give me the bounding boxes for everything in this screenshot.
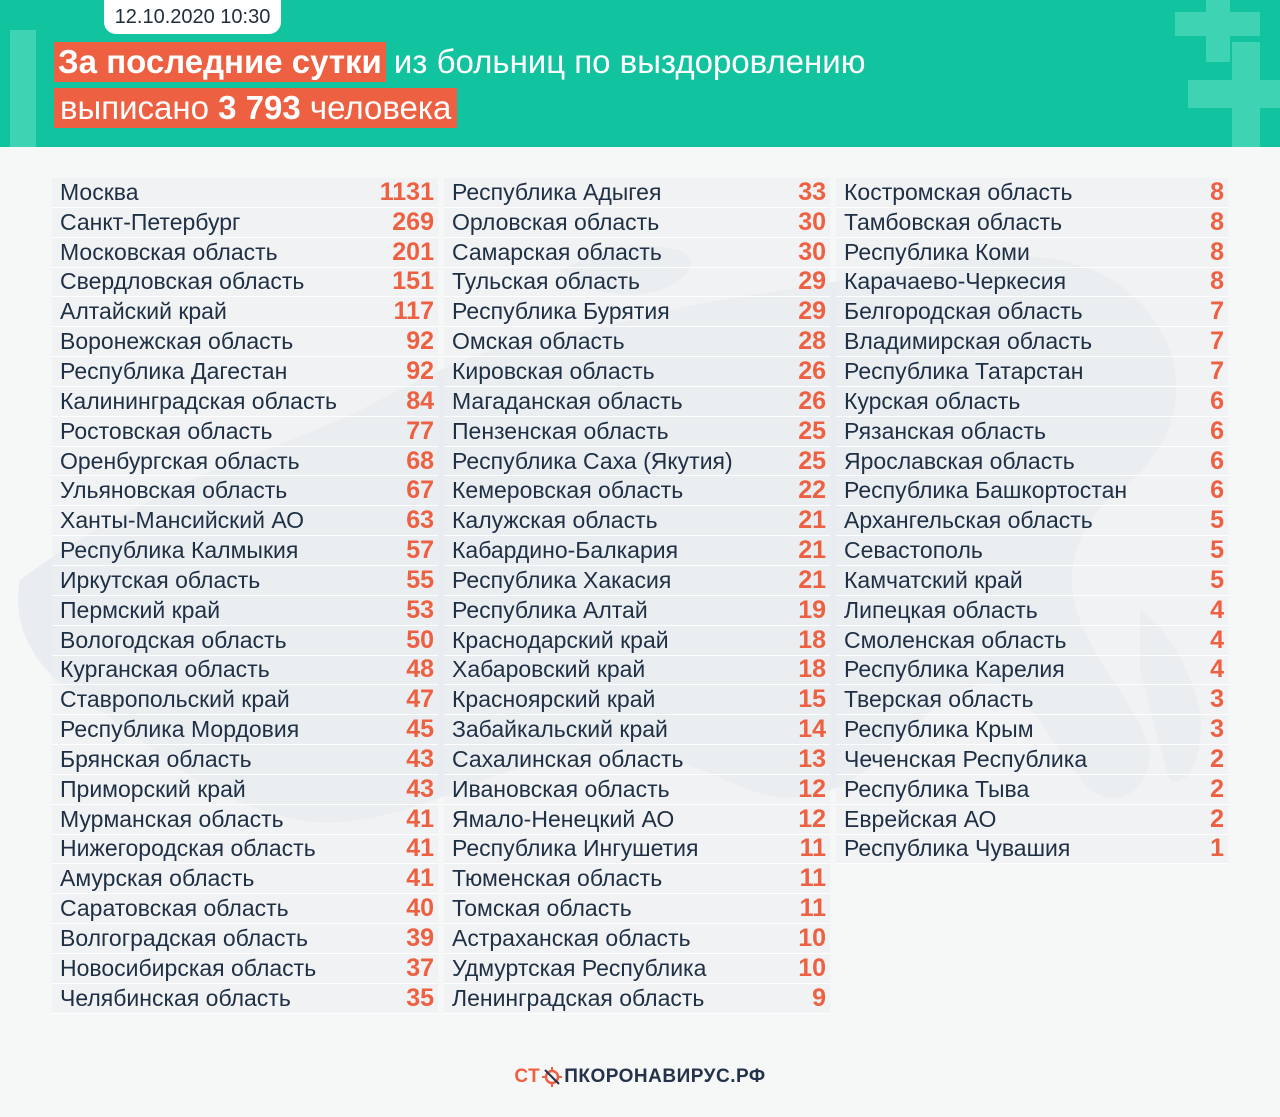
recovered-count: 3 [1210,685,1224,714]
recovered-count: 7 [1210,327,1224,356]
region-name: Алтайский край [60,298,227,325]
region-row [836,566,1228,596]
logo-part-1: СТ [514,1066,541,1087]
region-row [444,208,830,238]
region-row [52,297,438,327]
region-name: Республика Ингушетия [452,835,699,862]
region-name: Республика Хакасия [452,566,672,593]
region-name: Краснодарский край [452,626,669,653]
region-name: Санкт-Петербург [60,208,241,235]
recovered-count: 6 [1210,476,1224,505]
region-row [836,775,1228,805]
region-row [444,238,830,268]
region-name: Томская область [452,895,632,922]
region-name: Камчатский край [844,566,1023,593]
region-name: Республика Коми [844,238,1030,265]
region-row [52,924,438,954]
region-row [444,775,830,805]
region-row [444,447,830,477]
region-row [52,596,438,626]
region-name: Вологодская область [60,626,287,653]
logo-part-2: ПКОРОНАВИРУС.РФ [564,1066,766,1087]
region-name: Севастополь [844,537,983,564]
region-name: Ярославская область [844,447,1075,474]
region-name: Омская область [452,328,625,355]
region-row [52,506,438,536]
recovered-count: 10 [798,924,826,953]
region-row [836,656,1228,686]
region-row [836,357,1228,387]
region-name: Кировская область [452,357,655,384]
headline-suffix: человека [309,89,452,126]
region-name: Свердловская область [60,268,305,295]
region-name: Оренбургская область [60,447,300,474]
recovered-count: 67 [406,476,434,505]
region-row [52,894,438,924]
region-row [52,178,438,208]
headline-highlight: За последние сутки [54,42,386,82]
region-name: Амурская область [60,865,255,892]
region-name: Астраханская область [452,925,691,952]
region-row [444,626,830,656]
region-row [52,327,438,357]
region-row [836,835,1228,865]
region-row [444,805,830,835]
region-row [836,417,1228,447]
recovered-count: 15 [798,685,826,714]
headline-line-1 [54,40,865,84]
recovered-count: 45 [406,715,434,744]
region-name: Сахалинская область [452,745,684,772]
recovered-count: 12 [798,804,826,833]
region-row [444,835,830,865]
recovered-count: 30 [798,237,826,266]
region-row [444,506,830,536]
plus-decoration-right2-v [1232,42,1260,147]
region-row [52,357,438,387]
region-name: Кемеровская область [452,477,684,504]
region-name: Ульяновская область [60,477,288,504]
region-row [836,536,1228,566]
region-row [52,447,438,477]
region-row [444,357,830,387]
region-row [444,297,830,327]
region-row [444,984,830,1014]
recovered-count: 4 [1210,595,1224,624]
recovered-count: 43 [406,774,434,803]
region-row [52,536,438,566]
recovered-count: 5 [1210,506,1224,535]
recovered-count: 117 [393,297,434,326]
virus-icon [541,1066,563,1088]
region-name: Ивановская область [452,775,670,802]
region-row [836,626,1228,656]
region-row [52,238,438,268]
region-name: Самарская область [452,238,662,265]
recovered-count: 5 [1210,536,1224,565]
recovered-count: 68 [406,446,434,475]
recovered-count: 8 [1210,177,1224,206]
recovered-count: 9 [812,983,826,1012]
region-row [52,387,438,417]
region-row [52,864,438,894]
region-name: Республика Крым [844,716,1034,743]
recovered-count: 6 [1210,446,1224,475]
region-name: Белгородская область [844,298,1083,325]
recovered-count: 84 [406,386,434,415]
region-name: Республика Мордовия [60,716,300,743]
region-name: Саратовская область [60,895,289,922]
recovered-count: 151 [392,267,434,296]
region-name: Калининградская область [60,387,337,414]
region-name: Хабаровский край [452,656,646,683]
region-name: Ханты-Мансийский АО [60,507,305,534]
recovered-count: 6 [1210,386,1224,415]
region-row [444,327,830,357]
recovered-count: 6 [1210,416,1224,445]
region-name: Мурманская область [60,805,284,832]
recovered-count: 7 [1210,297,1224,326]
region-name: Кабардино-Балкария [452,537,679,564]
region-name: Карачаево-Черкесия [844,268,1067,295]
recovered-count: 13 [798,744,826,773]
recovered-count: 41 [406,804,434,833]
region-row [52,775,438,805]
region-row [836,685,1228,715]
region-row [444,715,830,745]
region-name: Новосибирская область [60,954,317,981]
recovered-count: 57 [406,536,434,565]
recovered-count: 63 [406,506,434,535]
region-name: Владимирская область [844,328,1093,355]
region-name: Республика Карелия [844,656,1065,683]
recovered-count: 5 [1210,565,1224,594]
recovered-count: 3 [1210,715,1224,744]
region-name: Республика Саха (Якутия) [452,447,733,474]
headline-line-2 [54,86,865,130]
region-name: Удмуртская Республика [452,954,707,981]
region-name: Республика Бурятия [452,298,670,325]
region-row [444,924,830,954]
region-row [444,596,830,626]
region-name: Ямало-Ненецкий АО [452,805,675,832]
region-name: Ленинградская область [452,984,705,1011]
region-row [52,656,438,686]
region-name: Еврейская АО [844,805,997,832]
region-name: Брянская область [60,745,252,772]
region-name: Архангельская область [844,507,1093,534]
region-name: Нижегородская область [60,835,316,862]
headline-rest: из больниц по выздоровлению [393,43,866,80]
recovered-count: 1 [1210,834,1224,863]
region-name: Смоленская область [844,626,1067,653]
region-name: Волгоградская область [60,925,308,952]
recovered-count: 33 [798,177,826,206]
region-row [836,805,1228,835]
recovered-count: 2 [1210,804,1224,833]
recovered-count: 2 [1210,774,1224,803]
regions-column-2 [444,178,830,1014]
region-name: Костромская область [844,178,1073,205]
region-row [52,745,438,775]
region-name: Красноярский край [452,686,656,713]
region-row [52,805,438,835]
region-row [444,954,830,984]
recovered-count: 11 [799,834,826,863]
recovered-count: 19 [798,595,826,624]
region-row [444,417,830,447]
region-row [444,894,830,924]
region-row [836,327,1228,357]
total-recovered-count: 3 793 [218,89,301,126]
footer-logo [0,1066,1280,1088]
region-name: Тверская область [844,686,1034,713]
region-row [52,984,438,1014]
region-row [52,476,438,506]
recovered-count: 26 [798,386,826,415]
recovered-count: 1131 [379,177,434,206]
region-row [444,476,830,506]
recovered-count: 77 [406,416,434,445]
recovered-count: 92 [406,356,434,385]
recovered-count: 48 [406,655,434,684]
region-name: Рязанская область [844,417,1046,444]
region-name: Липецкая область [844,596,1038,623]
region-name: Республика Чувашия [844,835,1071,862]
region-name: Магаданская область [452,387,683,414]
region-name: Московская область [60,238,278,265]
region-name: Тамбовская область [844,208,1063,235]
header-banner [0,0,1280,147]
region-name: Республика Алтай [452,596,648,623]
recovered-count: 4 [1210,625,1224,654]
recovered-count: 21 [798,536,826,565]
recovered-count: 11 [799,894,826,923]
recovered-count: 269 [392,207,434,236]
regions-column-1 [52,178,438,1014]
recovered-count: 53 [406,595,434,624]
region-name: Москва [60,178,139,205]
region-row [52,208,438,238]
region-name: Ставропольский край [60,686,290,713]
region-row [836,447,1228,477]
region-name: Забайкальский край [452,716,668,743]
region-row [444,268,830,298]
recovered-count: 18 [798,625,826,654]
recovered-count: 28 [798,327,826,356]
region-row [836,208,1228,238]
recovered-count: 35 [406,983,434,1012]
recovered-count: 41 [406,864,434,893]
region-row [836,268,1228,298]
recovered-count: 26 [798,356,826,385]
recovered-count: 29 [798,297,826,326]
region-name: Республика Татарстан [844,357,1084,384]
recovered-count: 18 [798,655,826,684]
region-name: Челябинская область [60,984,291,1011]
recovered-count: 40 [406,894,434,923]
region-row [836,506,1228,536]
region-name: Республика Дагестан [60,357,288,384]
plus-decoration-right-v [1206,0,1230,62]
region-row [444,864,830,894]
headline-total-box [54,88,457,128]
region-row [836,238,1228,268]
recovered-count: 12 [798,774,826,803]
headline-prefix: выписано [60,89,209,126]
recovered-count: 92 [406,327,434,356]
headline [54,40,865,130]
regions-column-3 [836,178,1228,864]
region-row [444,387,830,417]
region-name: Курская область [844,387,1021,414]
recovered-count: 30 [798,207,826,236]
region-row [836,596,1228,626]
region-name: Пермский край [60,596,221,623]
region-row [836,178,1228,208]
region-row [52,835,438,865]
region-name: Республика Башкортостан [844,477,1128,504]
region-name: Ростовская область [60,417,273,444]
region-name: Республика Калмыкия [60,537,299,564]
region-row [52,417,438,447]
recovered-count: 37 [406,953,434,982]
region-row [444,685,830,715]
recovered-count: 50 [406,625,434,654]
recovered-count: 2 [1210,744,1224,773]
region-row [52,954,438,984]
region-row [444,656,830,686]
region-row [836,745,1228,775]
plus-decoration-left-vertical [10,30,36,147]
region-row [52,268,438,298]
recovered-count: 14 [798,715,826,744]
recovered-count: 25 [798,416,826,445]
region-row [52,715,438,745]
region-row [444,178,830,208]
region-row [836,297,1228,327]
date-time-badge: 12.10.2020 10:30 [104,0,281,34]
region-name: Калужская область [452,507,658,534]
region-name: Приморский край [60,775,246,802]
recovered-count: 4 [1210,655,1224,684]
recovered-count: 21 [798,506,826,535]
recovered-count: 7 [1210,356,1224,385]
region-name: Иркутская область [60,566,261,593]
recovered-count: 8 [1210,267,1224,296]
recovered-count: 55 [406,565,434,594]
region-name: Тульская область [452,268,641,295]
recovered-count: 47 [406,685,434,714]
recovered-count: 43 [406,744,434,773]
region-name: Тюменская область [452,865,663,892]
recovered-count: 29 [798,267,826,296]
region-name: Пензенская область [452,417,669,444]
recovered-count: 11 [799,864,826,893]
region-row [836,715,1228,745]
region-row [836,387,1228,417]
region-name: Республика Тыва [844,775,1030,802]
region-row [52,685,438,715]
recovered-count: 8 [1210,237,1224,266]
region-row [444,745,830,775]
region-name: Воронежская область [60,328,294,355]
region-row [52,626,438,656]
recovered-count: 10 [798,953,826,982]
recovered-count: 8 [1210,207,1224,236]
region-name: Республика Адыгея [452,178,662,205]
recovered-count: 41 [406,834,434,863]
recovered-count: 25 [798,446,826,475]
region-row [836,476,1228,506]
region-name: Чеченская Республика [844,745,1088,772]
recovered-count: 39 [406,924,434,953]
region-row [444,566,830,596]
recovered-count: 201 [392,237,434,266]
recovered-count: 22 [798,476,826,505]
recovered-count: 21 [798,565,826,594]
region-row [444,536,830,566]
region-row [52,566,438,596]
region-name: Орловская область [452,208,660,235]
region-name: Курганская область [60,656,270,683]
